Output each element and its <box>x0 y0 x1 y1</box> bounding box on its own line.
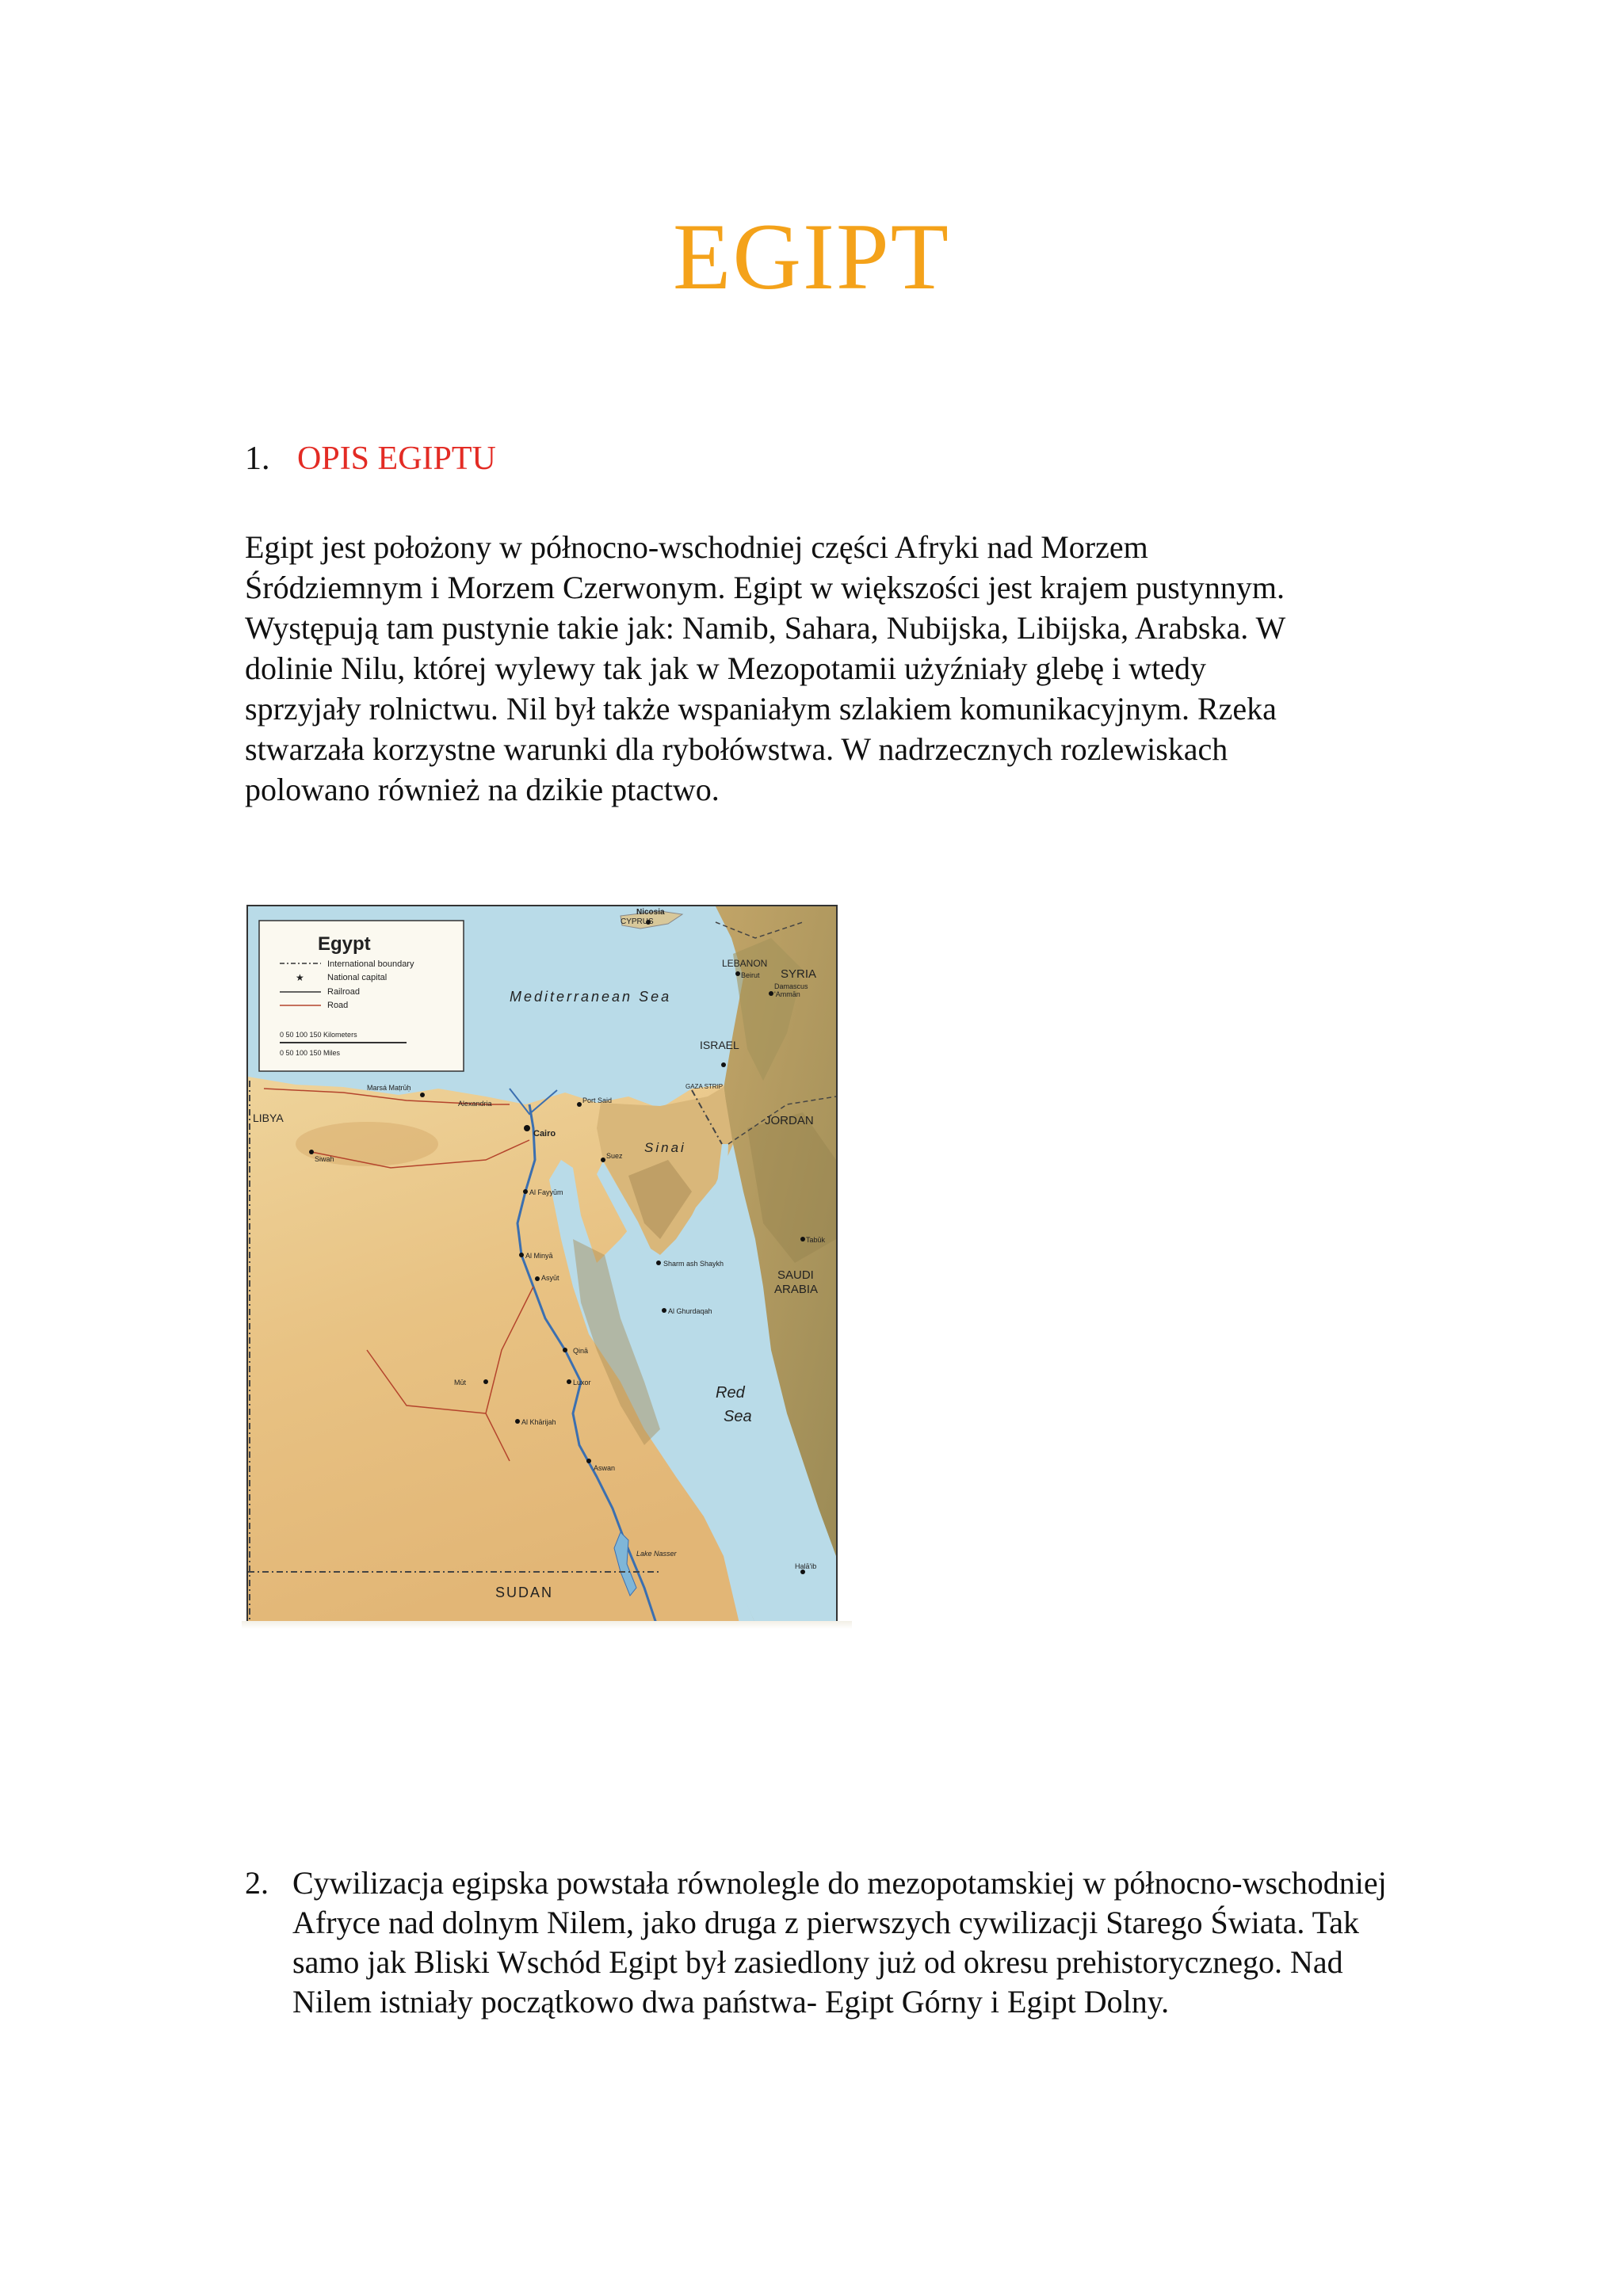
paragraph-line: dolinie Nilu, której wylewy tak jak w Mezopotamii użyźniały glebę i wtedy <box>245 650 1207 686</box>
label-qina: Qinā <box>573 1347 589 1355</box>
label-port-said: Port Said <box>582 1097 613 1104</box>
city-marker <box>523 1189 528 1194</box>
section-2-number: 2. <box>245 1865 269 1901</box>
label-siwah: Siwah <box>315 1155 334 1163</box>
label-al-kharijah: Al Khārijah <box>521 1418 556 1426</box>
legend-scale-km: 0 50 100 150 Kilometers <box>280 1031 357 1039</box>
paragraph-line: Egipt jest położony w północno-wschodniej części Afryki nad Morzem <box>245 529 1148 565</box>
svg-text:★: ★ <box>296 972 304 983</box>
map-legend <box>259 921 464 1071</box>
label-mediterranean: Mediterranean Sea <box>510 989 672 1005</box>
label-nicosia: Nicosia <box>636 908 665 917</box>
label-jordan: JORDAN <box>765 1114 814 1127</box>
section-1-title: OPIS EGIPTU <box>297 441 496 477</box>
label-cyprus: CYPRUS <box>621 917 654 926</box>
paragraph-line: polowano również na dzikie ptactwo. <box>245 772 720 807</box>
label-cairo: Cairo <box>533 1129 556 1138</box>
label-red-sea: Sea <box>724 1408 752 1425</box>
legend-item: Road <box>327 1001 349 1010</box>
label-sharm: Sharm ash Shaykh <box>663 1260 724 1268</box>
label-israel: ISRAEL <box>700 1039 739 1051</box>
city-marker <box>735 971 740 976</box>
label-amman: 'Ammān <box>774 990 800 998</box>
legend-item: Railroad <box>327 987 360 997</box>
paragraph-line: Nilem istniały początkowo dwa państwa- Egipt Górny i Egipt Dolny. <box>292 1984 1170 2019</box>
city-marker <box>656 1261 661 1265</box>
label-al-minya: Al Minyā <box>525 1252 553 1260</box>
label-lake-nasser: Lake Nasser <box>636 1550 677 1558</box>
label-libya: LIBYA <box>253 1112 284 1124</box>
city-marker <box>769 991 773 996</box>
label-halaib: Halā'ib <box>795 1562 817 1570</box>
map-shadow <box>242 1621 852 1629</box>
section-1-heading <box>245 440 496 478</box>
label-syria: SYRIA <box>781 967 817 981</box>
city-marker <box>586 1459 591 1463</box>
paragraph-line: Afryce nad dolnym Nilem, jako druga z pierwszych cywilizacji Starego Świata. Tak <box>292 1905 1360 1940</box>
city-marker <box>601 1158 605 1162</box>
paragraph-line: sprzyjały rolnictwu. Nil był także wspaniałym szlakiem komunikacyjnym. Rzeka <box>245 691 1277 727</box>
legend-scale-mi: 0 50 100 150 Miles <box>280 1049 341 1057</box>
city-marker <box>563 1348 567 1352</box>
label-saudi-arabia: ARABIA <box>774 1283 819 1296</box>
label-gaza: GAZA STRIP <box>685 1083 724 1090</box>
city-marker <box>800 1237 805 1241</box>
label-dakhla: Mūt <box>454 1379 467 1386</box>
label-saudi-arabia: SAUDI <box>777 1268 814 1282</box>
label-tabuk: Tabūk <box>806 1236 826 1244</box>
legend-item: International boundary <box>327 959 414 969</box>
city-marker <box>567 1379 571 1384</box>
egypt-map <box>246 905 838 1625</box>
label-damascus: Damascus <box>774 982 808 990</box>
city-marker <box>420 1093 425 1097</box>
city-marker <box>519 1253 524 1257</box>
section-1-number: 1. <box>245 441 270 477</box>
label-luxor: Luxor <box>573 1379 591 1386</box>
city-marker <box>483 1379 488 1384</box>
section-2-paragraph <box>292 1863 1513 2022</box>
label-asyut: Asyūt <box>541 1274 559 1282</box>
label-sinai: Sinai <box>644 1140 686 1155</box>
city-marker <box>577 1102 582 1107</box>
label-suez: Suez <box>606 1152 623 1160</box>
city-marker <box>524 1125 530 1131</box>
city-marker <box>535 1276 540 1281</box>
label-al-fayyum: Al Fayyūm <box>529 1188 563 1196</box>
label-red-sea: Red <box>716 1384 745 1402</box>
paragraph-line: samo jak Bliski Wschód Egipt był zasiedlony już od okresu prehistorycznego. Nad <box>292 1944 1343 1980</box>
label-marsa-matruh: Marsá Maṭrūḥ <box>367 1084 411 1092</box>
label-beirut: Beirut <box>741 971 760 979</box>
label-lebanon: LEBANON <box>722 958 768 969</box>
label-alexandria: Alexandria <box>458 1100 492 1108</box>
city-marker <box>721 1062 726 1067</box>
paragraph-line: Występują tam pustynie takie jak: Namib, Sahara, Nubijska, Libijska, Arabska. W <box>245 610 1286 646</box>
legend-title: Egypt <box>318 933 371 955</box>
label-aswan: Aswan <box>594 1464 616 1472</box>
paragraph-line: Cywilizacja egipska powstała równolegle do mezopotamskiej w północno-wschodniej <box>292 1865 1387 1901</box>
city-marker <box>662 1308 666 1313</box>
legend-item: National capital <box>327 973 388 982</box>
label-sudan: SUDAN <box>495 1585 554 1600</box>
city-marker <box>515 1419 520 1424</box>
document-title: EGIPT <box>673 204 950 309</box>
section-1-paragraph <box>245 527 1449 810</box>
paragraph-line: stwarzała korzystne warunki dla rybołówstwa. W nadrzecznych rozlewiskach <box>245 731 1228 767</box>
paragraph-line: Śródziemnym i Morzem Czerwonym. Egipt w większości jest krajem pustynnym. <box>245 570 1285 605</box>
city-marker <box>309 1150 314 1154</box>
label-hurghada: Al Ghurdaqah <box>668 1307 712 1315</box>
